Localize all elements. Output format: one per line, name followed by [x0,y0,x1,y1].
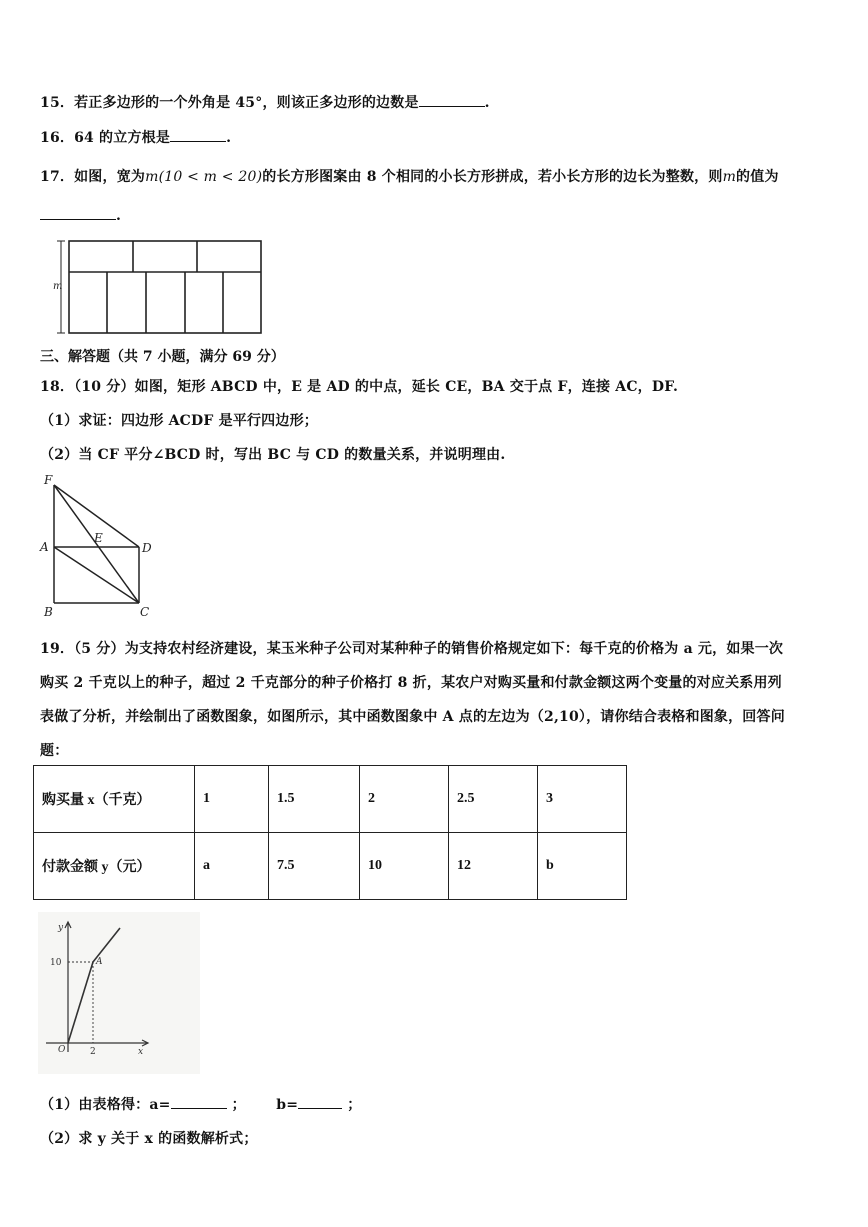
point-e-label: E [94,531,103,545]
question-18-part-2: （2）当 CF 平分∠BCD 时，写出 BC 与 CD 的数量关系，并说明理由. [40,447,506,463]
table-cell: 12 [449,833,538,900]
section-title: 三、解答题（共 7 小题，满分 69 分） [40,349,285,365]
question-19-line-3: 表做了分析，并绘制出了函数图象，如图所示，其中函数图象中 A 点的左边为（2,10），请你结合表格和图象，回答问 [40,709,785,725]
table-cell: 7.5 [269,833,360,900]
table-cell: b [538,833,627,900]
answer-blank-b[interactable] [298,1094,342,1109]
answer-blank[interactable] [170,127,226,142]
question-19-line-1: 19．（5 分）为支持农村经济建设，某玉米种子公司对某种种子的销售价格规定如下：每千克的价格为 a 元，如果一次 [40,641,784,657]
x-tick-label: 2 [90,1047,96,1057]
table-cell: 3 [538,766,627,833]
point-b-label: B [44,605,53,619]
question-15: 15．若正多边形的一个外角是 45°，则该正多边形的边数是 . [40,92,490,112]
x-axis-label: x [138,1047,144,1057]
table-cell: 1 [195,766,269,833]
row-header: 购买量 x（千克） [34,766,195,833]
table-cell: 2 [360,766,449,833]
point-a-label: A [40,540,49,554]
answer-blank[interactable] [40,205,116,220]
question-number: 15． [40,95,75,111]
y-axis-label: y [58,923,64,933]
table-row [34,833,627,900]
table-cell: 1.5 [269,766,360,833]
question-17: 17．如图，宽为m(10 < m < 20)的长方形图案由 8 个相同的小长方形拼成，若小长方形的边长为整数，则m的值为 [40,169,779,185]
question-text: 64 的立方根是 [74,130,171,146]
question-16: 16．64 的立方根是 . [40,127,231,147]
question-17-answer-line: . [40,205,121,224]
table-cell: 10 [360,833,449,900]
question-18-part-1: （1）求证：四边形 ACDF 是平行四边形； [40,413,318,429]
point-a-label: A [96,957,103,967]
question-number: 17． [40,169,75,185]
question-text: 若正多边形的一个外角是 45°，则该正多边形的边数是 [74,95,419,111]
table-cell: a [195,833,269,900]
table-row [34,766,627,833]
question-19-line-2: 购买 2 千克以上的种子，超过 2 千克部分的种子价格打 8 折，某农户对购买量和付款金额这两个变量的对应关系用列 [40,675,782,691]
question-18-stem: 18．（10 分）如图，矩形 ABCD 中，E 是 AD 的中点，延长 CE，BA 交于点 F，连接 AC，DF. [40,379,679,395]
question-19-line-4: 题： [40,743,69,759]
answer-blank[interactable] [419,92,485,107]
data-table [33,765,627,900]
question-19-part-1: （1）由表格得：a= ； b= ； [40,1094,361,1114]
point-f-label: F [44,473,53,487]
q18-geometry-figure [36,472,160,622]
row-header: 付款金额 y（元） [34,833,195,900]
question-19-part-2: （2）求 y 关于 x 的函数解析式； [40,1131,258,1147]
point-c-label: C [140,605,150,619]
math-expression: m(10 < m < 20) [145,169,263,185]
origin-label: O [58,1045,66,1055]
q17-rectangle-figure [45,236,267,340]
question-number: 16． [40,130,75,146]
q19-function-graph [38,912,200,1074]
width-label: m [53,281,63,292]
table-cell: 2.5 [449,766,538,833]
y-tick-label: 10 [50,958,62,968]
point-d-label: D [142,541,152,555]
answer-blank-a[interactable] [171,1094,227,1109]
